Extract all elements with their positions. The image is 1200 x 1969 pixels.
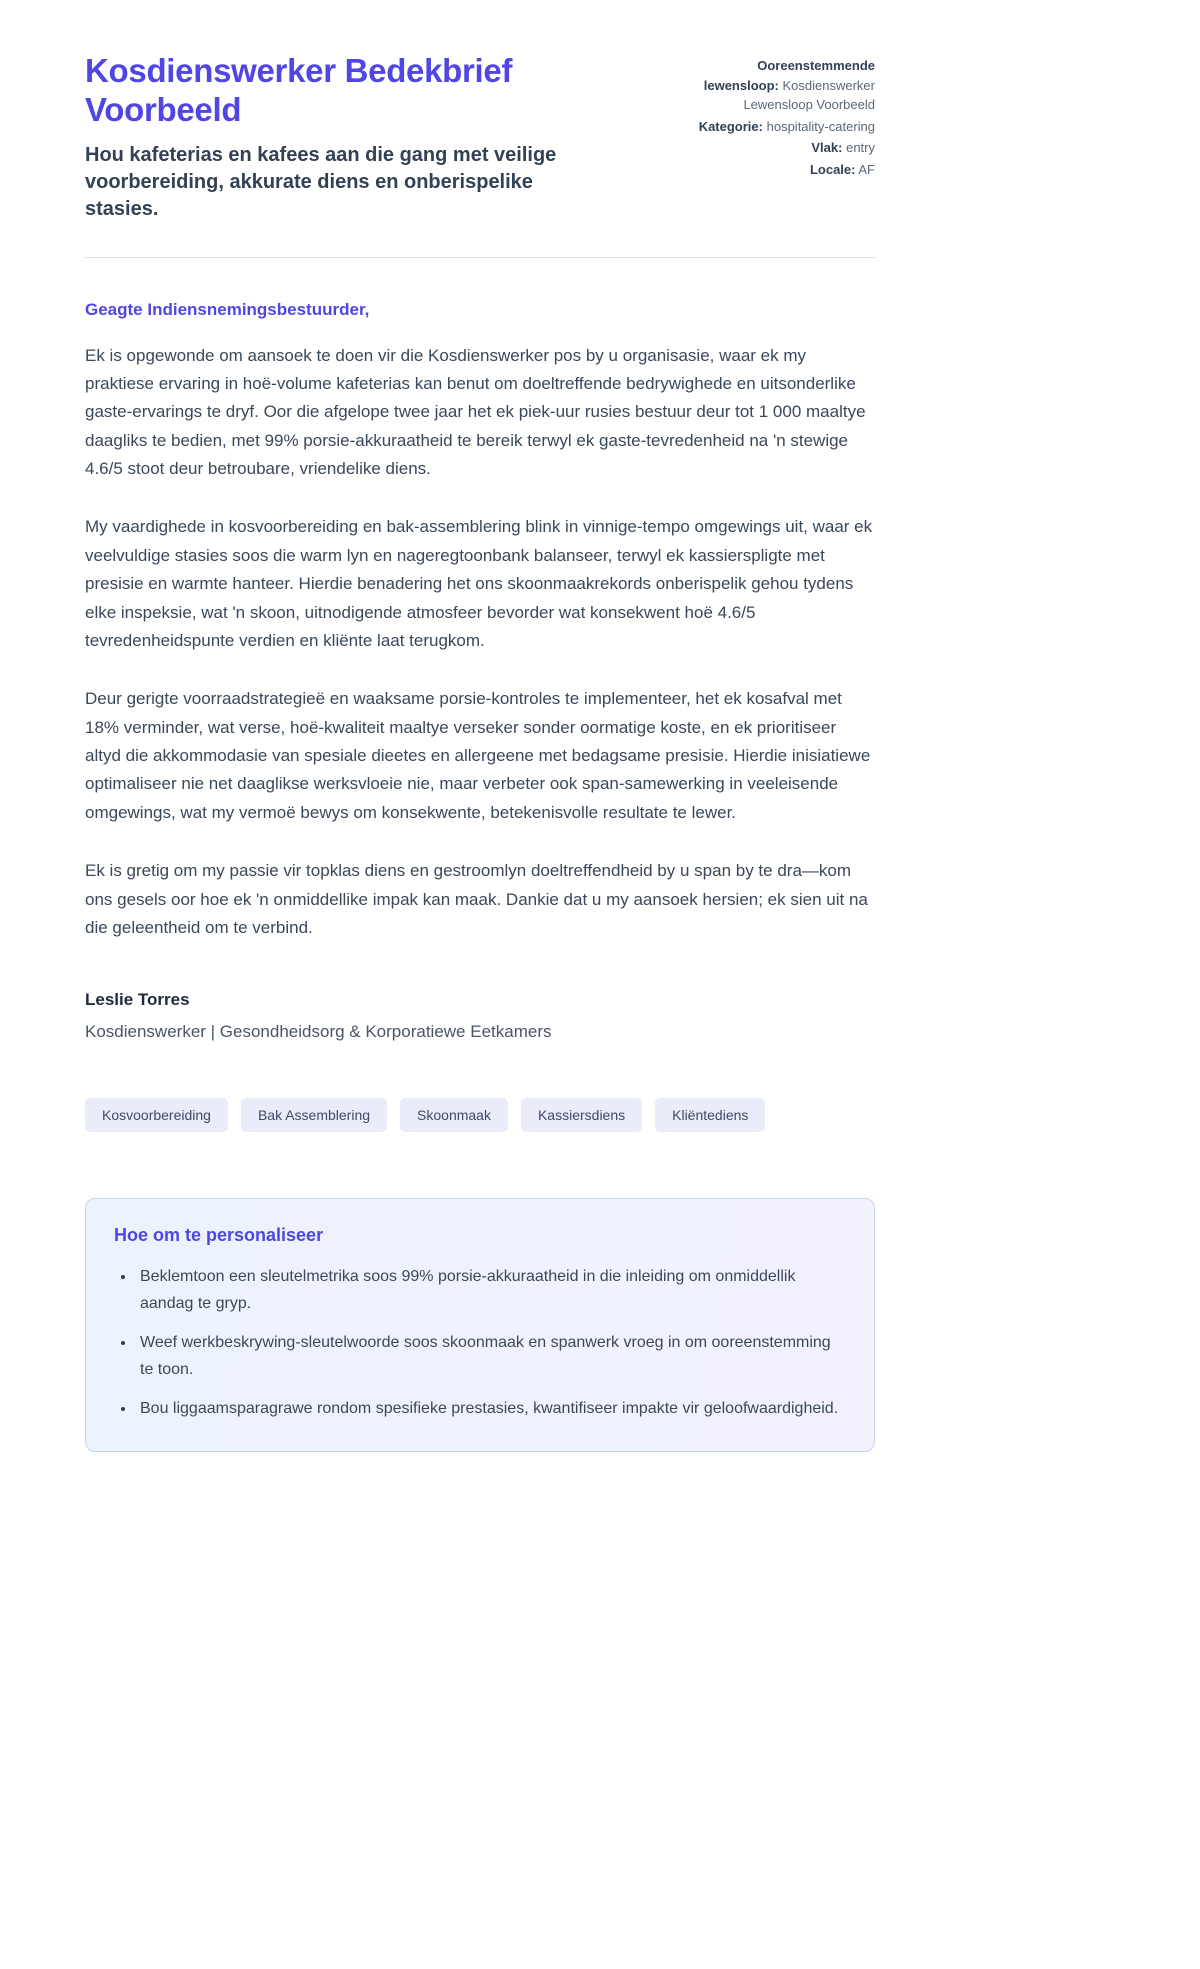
- letter-paragraph-2: My vaardighede in kosvoorbereiding en bak-assemblering blink in vinnige-tempo omgewings uit, waar ek veelvuldige stasies soos die warm lyn en nageregtoonbank balanseer, terwyl ek kassierspligte met presisie en warmte hanteer. Hierdie benadering het ons skoonmaakrekords onberispelik gehou tydens elke inspeksie, wat 'n skoon, uitnodigende atmosfeer bevorder wat konsekwent hoë 4.6/5 tevredenheidspunte verdien en kliënte laat terugkom.: [85, 517, 873, 650]
- signature-name: Leslie Torres: [85, 990, 190, 1010]
- letter-paragraph-4: Ek is gretig om my passie vir topklas diens en gestroomlyn doeltreffendheid by u span by te dra—kom ons gesels oor hoe ek 'n onmiddellike impak kan maak. Dankie dat u my aansoek hersien; ek sien uit na die geleentheid om te verbind.: [85, 861, 868, 937]
- meta-label: Ooreenstemmende lewensloop:: [703, 58, 875, 93]
- meta-value: hospitality-catering: [766, 118, 875, 134]
- meta-label: Locale:: [809, 161, 856, 177]
- meta-label: Vlak:: [811, 140, 843, 155]
- skill-tag-kosvoorbereiding: Kosvoorbereiding: [85, 1098, 228, 1132]
- page-title: Kosdienswerker Bedekbrief Voorbeeld: [85, 52, 513, 128]
- tips-heading: Hoe om te personaliseer: [114, 1225, 324, 1246]
- skill-tag-skoonmaak: Skoonmaak: [400, 1098, 508, 1132]
- greeting: Geagte Indiensnemingsbestuurder,: [85, 299, 370, 319]
- tips-list: [114, 1264, 846, 1422]
- skill-tag-bak-assemblering: Bak Assemblering: [241, 1098, 387, 1132]
- meta-value: Kosdienswerker Lewensloop Voorbeeld: [743, 77, 875, 112]
- tip-item-1: • Beklemtoon een sleutelmetrika soos 99% porsie-akkuraatheid in die inleiding om onmiddellik aandag te gryp.: [136, 1264, 846, 1318]
- skill-tags: [85, 1098, 875, 1132]
- meta-row-category: [685, 117, 875, 137]
- skill-tag-kassiersdiens: Kassiersdiens: [521, 1098, 642, 1132]
- meta-value: entry: [846, 140, 875, 155]
- header-divider: [85, 257, 875, 258]
- tips-card: [85, 1198, 875, 1451]
- signature-role: Kosdienswerker | Gesondheidsorg & Korporatiewe Eetkamers: [85, 1022, 552, 1042]
- page-subtitle: Hou kafeterias en kafees aan die gang met veilige voorbereiding, akkurate diens en onberispelike stasies.: [85, 144, 557, 220]
- skill-tag-klientediens: Kliëntediens: [655, 1098, 765, 1132]
- meta-row-level: [685, 138, 875, 158]
- meta-block: [685, 52, 875, 181]
- header: [85, 52, 875, 223]
- meta-row-matching-resume: [685, 56, 875, 115]
- meta-row-locale: [685, 160, 875, 180]
- letter-paragraph-3: Deur gerigte voorraadstrategieë en waaksame porsie-kontroles te implementeer, het ek kosafval met 18% verminder, wat verse, hoë-kwaliteit maaltye verseker sonder oormatige koste, en ek prioritiseer altyd die akkommodasie van spesiale dieetes en allergeene met bedagsame presisie. Hierdie inisiatiewe optimaliseer nie net daaglikse werksvloeie nie, maar verbeter ook span-samewerking in veeleisende omgewings, wat my vermoë bewys om konsekwente, betekenisvolle resultate te lewer.: [85, 689, 871, 822]
- letter-paragraph-1: Ek is opgewonde om aansoek te doen vir die Kosdienswerker pos by u organisasie, waar ek my praktiese ervaring in hoë-volume kafeterias kan benut om doeltreffende bedrywighede en uitsonderlike gaste-ervarings te dryf. Oor die afgelope twee jaar het ek piek-uur rusies bestuur deur tot 1 000 maaltye daagliks te bedien, met 99% porsie-akkuraatheid te bereik terwyl ek gaste-tevredenheid na 'n stewige 4.6/5 stoot deur betroubare, vriendelike diens.: [85, 345, 866, 479]
- meta-label: Kategorie:: [698, 118, 763, 134]
- tip-item-2: • Weef werkbeskrywing-sleutelwoorde soos skoonmaak en spanwerk vroeg in om ooreenstemming te toon.: [136, 1330, 846, 1384]
- meta-value: AF: [858, 161, 875, 177]
- title-block: [85, 52, 610, 223]
- letter-body: [85, 300, 875, 1043]
- tip-item-3: • Bou liggaamsparagrawe rondom spesifieke prestasies, kwantifiseer impakte vir geloofwaardigheid.: [136, 1396, 846, 1423]
- cover-letter-page: [85, 0, 875, 1572]
